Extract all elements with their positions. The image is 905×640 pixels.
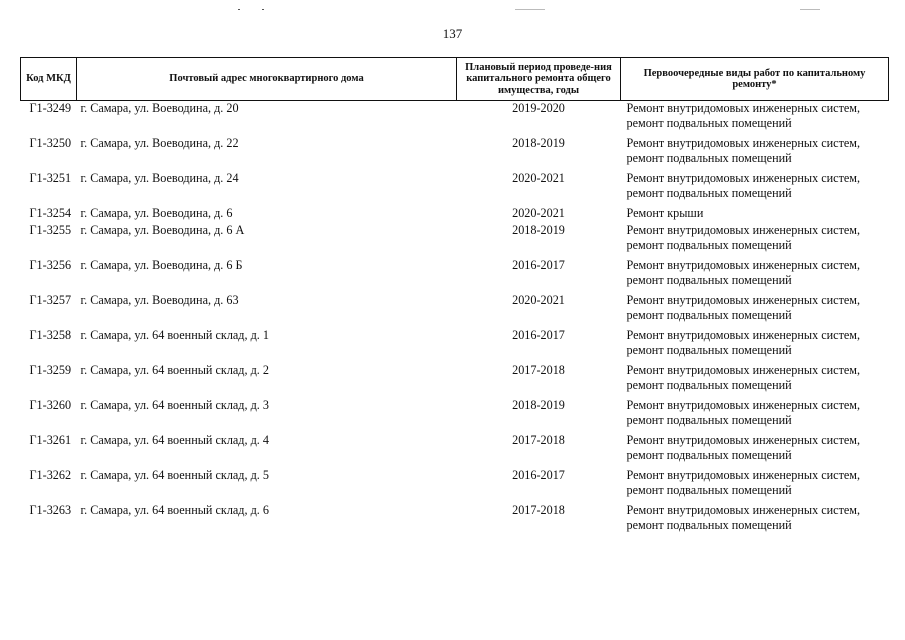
cell-address: г. Самара, ул. 64 военный склад, д. 5 [80,468,269,482]
cell-works: Ремонт внутридомовых инженерных систем, ремонт подвальных помещений [626,468,861,497]
cell-code: Г1-3261 [29,433,72,447]
cell-address: г. Самара, ул. 64 военный склад, д. 2 [80,363,269,377]
table-body [21,101,889,539]
cell-code: Г1-3260 [29,398,72,412]
cell-code: Г1-3251 [29,171,72,185]
cell-period: 2016-2017 [512,468,565,482]
scan-speck [800,9,820,10]
cell-code: Г1-3262 [29,468,72,482]
cell-address: г. Самара, ул. Воеводина, д. 6 [80,206,233,220]
cell-works: Ремонт внутридомовых инженерных систем, ремонт подвальных помещений [626,433,861,462]
page-number: 137 [442,26,463,41]
cell-period: 2016-2017 [512,258,565,272]
cell-address: г. Самара, ул. 64 военный склад, д. 3 [80,398,269,412]
table-header [21,58,889,101]
table-row [21,503,889,538]
cell-period: 2018-2019 [512,223,565,237]
table-row [21,223,889,258]
table-row [21,293,889,328]
cell-address: г. Самара, ул. Воеводина, д. 63 [80,293,239,307]
cell-code: Г1-3263 [29,503,72,517]
table-row [21,171,889,206]
table-row [21,206,889,223]
cell-works: Ремонт внутридомовых инженерных систем, ремонт подвальных помещений [626,503,861,532]
cell-code: Г1-3254 [29,206,72,220]
cell-address: г. Самара, ул. Воеводина, д. 24 [80,171,239,185]
cell-period: 2020-2021 [512,171,565,185]
cell-address: г. Самара, ул. Воеводина, д. 6 Б [80,258,243,272]
cell-works: Ремонт внутридомовых инженерных систем, ремонт подвальных помещений [626,171,861,200]
column-header-code: Код МКД [21,58,77,101]
cell-code: Г1-3257 [29,293,72,307]
table-header-row [21,58,889,101]
table-row [21,136,889,171]
table-row [21,433,889,468]
scan-speck [515,9,545,10]
cell-code: Г1-3256 [29,258,72,272]
table-row [21,363,889,398]
cell-works: Ремонт внутридомовых инженерных систем, ремонт подвальных помещений [626,223,861,252]
table-row [21,328,889,363]
cell-period: 2018-2019 [512,136,565,150]
cell-works: Ремонт внутридомовых инженерных систем, ремонт подвальных помещений [626,258,861,287]
cell-address: г. Самара, ул. Воеводина, д. 20 [80,101,239,115]
table-row [21,398,889,433]
cell-period: 2017-2018 [512,363,565,377]
cell-works: Ремонт внутридомовых инженерных систем, ремонт подвальных помещений [626,136,861,165]
cell-code: Г1-3259 [29,363,72,377]
cell-works: Ремонт крыши [626,206,704,220]
cell-period: 2019-2020 [512,101,565,115]
table-row [21,258,889,293]
cell-address: г. Самара, ул. Воеводина, д. 6 А [80,223,245,237]
cell-address: г. Самара, ул. 64 военный склад, д. 4 [80,433,269,447]
cell-period: 2017-2018 [512,503,565,517]
cell-code: Г1-3250 [29,136,72,150]
cell-period: 2020-2021 [512,206,565,220]
table-row [21,468,889,503]
cell-works: Ремонт внутридомовых инженерных систем, ремонт подвальных помещений [626,363,861,392]
table-row [21,101,889,137]
column-header-works: Первоочередные виды работ по капитальному ремонту* [621,58,889,101]
cell-period: 2020-2021 [512,293,565,307]
cell-address: г. Самара, ул. 64 военный склад, д. 1 [80,328,269,342]
cell-address: г. Самара, ул. 64 военный склад, д. 6 [80,503,269,517]
cell-address: г. Самара, ул. Воеводина, д. 22 [80,136,239,150]
column-header-address: Почтовый адрес многоквартирного дома [77,58,457,101]
cell-period: 2016-2017 [512,328,565,342]
cell-period: 2017-2018 [512,433,565,447]
scan-speck [238,9,240,10]
cell-code: Г1-3258 [29,328,72,342]
cell-works: Ремонт внутридомовых инженерных систем, ремонт подвальных помещений [626,293,861,322]
column-header-period: Плановый период проведе-ния капитального ремонта общего имущества, годы [457,58,621,101]
cell-works: Ремонт внутридомовых инженерных систем, ремонт подвальных помещений [626,101,861,130]
scan-speck [262,9,264,10]
cell-code: Г1-3249 [29,101,72,115]
cell-code: Г1-3255 [29,223,72,237]
cell-period: 2018-2019 [512,398,565,412]
cell-works: Ремонт внутридомовых инженерных систем, ремонт подвальных помещений [626,328,861,357]
cell-works: Ремонт внутридомовых инженерных систем, ремонт подвальных помещений [626,398,861,427]
housing-register-table [20,57,889,538]
